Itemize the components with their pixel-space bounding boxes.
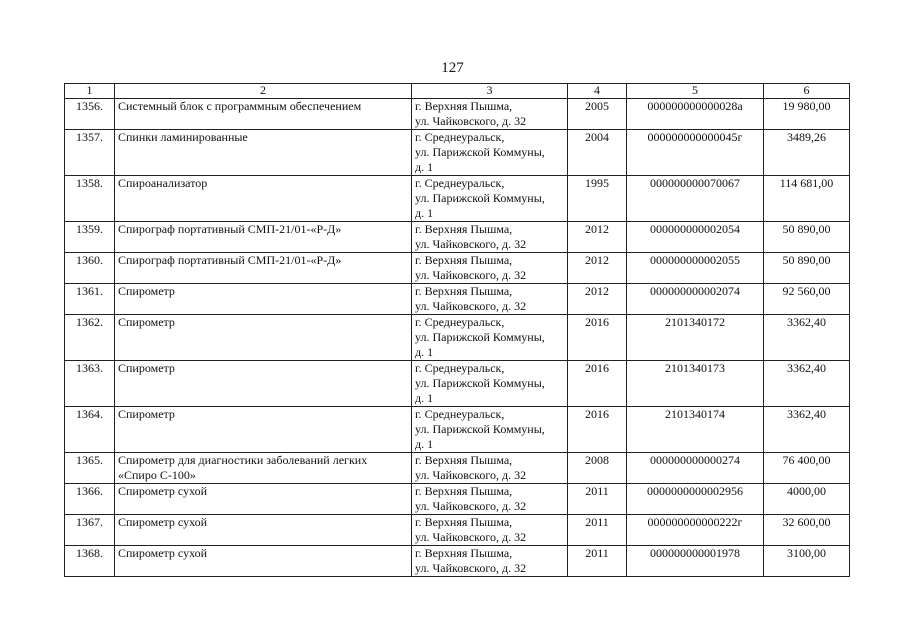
address-cell: [412, 130, 568, 176]
value-cell: 114 681,00: [764, 176, 850, 222]
address-cell: [412, 484, 568, 515]
address-cell-line: г. Верхняя Пышма,: [415, 253, 513, 267]
year-cell: 2012: [568, 253, 627, 284]
inventory-number-cell: 000000000002074: [627, 284, 764, 315]
table-row: [65, 546, 850, 577]
item-name-cell-line: Спирометр: [118, 315, 175, 329]
address-cell: [412, 222, 568, 253]
address-cell: [412, 515, 568, 546]
address-cell: [412, 315, 568, 361]
item-name-cell: [115, 546, 412, 577]
row-number-cell: 1360.: [65, 253, 115, 284]
item-name-cell: [115, 361, 412, 407]
header-row: [65, 84, 850, 99]
item-name-cell-line: Спинки ламинированные: [118, 130, 248, 144]
year-cell: 2016: [568, 407, 627, 453]
column-header-2: 2: [115, 84, 412, 99]
address-cell-line: ул. Парижской Коммуны,: [415, 330, 545, 344]
row-number-cell: 1361.: [65, 284, 115, 315]
address-cell-line: д. 1: [415, 206, 434, 220]
address-cell-line: д. 1: [415, 345, 434, 359]
address-cell-line: д. 1: [415, 391, 434, 405]
address-cell: [412, 176, 568, 222]
row-number-cell: 1357.: [65, 130, 115, 176]
column-header-1: 1: [65, 84, 115, 99]
address-cell: [412, 361, 568, 407]
column-header-3: 3: [412, 84, 568, 99]
address-cell-line: г. Среднеуральск,: [415, 315, 505, 329]
inventory-number-cell: 000000000002054: [627, 222, 764, 253]
address-cell-line: г. Верхняя Пышма,: [415, 284, 513, 298]
address-cell-line: ул. Чайковского, д. 32: [415, 499, 527, 513]
address-cell-line: ул. Парижской Коммуны,: [415, 376, 545, 390]
table-row: [65, 284, 850, 315]
table-row: [65, 99, 850, 130]
year-cell: 2004: [568, 130, 627, 176]
inventory-number-cell: 2101340173: [627, 361, 764, 407]
table-row: [65, 361, 850, 407]
address-cell-line: ул. Чайковского, д. 32: [415, 299, 527, 313]
row-number-cell: 1356.: [65, 99, 115, 130]
year-cell: 2011: [568, 484, 627, 515]
item-name-cell-line: Спирограф портативный СМП-21/01-«Р-Д»: [118, 253, 342, 267]
table-header: [65, 84, 850, 99]
inventory-table: [64, 83, 850, 577]
value-cell: 4000,00: [764, 484, 850, 515]
row-number-cell: 1359.: [65, 222, 115, 253]
item-name-cell-line: Системный блок с программным обеспечением: [118, 99, 362, 113]
address-cell-line: д. 1: [415, 160, 434, 174]
address-cell-line: г. Среднеуральск,: [415, 407, 505, 421]
table-row: [65, 130, 850, 176]
address-cell: [412, 253, 568, 284]
address-cell-line: ул. Чайковского, д. 32: [415, 237, 527, 251]
inventory-number-cell: 000000000001978: [627, 546, 764, 577]
item-name-cell-line: Спирометр сухой: [118, 515, 208, 529]
item-name-cell: [115, 515, 412, 546]
inventory-number-cell: 2101340174: [627, 407, 764, 453]
table-row: [65, 407, 850, 453]
item-name-cell: [115, 130, 412, 176]
value-cell: 50 890,00: [764, 222, 850, 253]
address-cell-line: ул. Чайковского, д. 32: [415, 561, 527, 575]
year-cell: 2011: [568, 546, 627, 577]
value-cell: 92 560,00: [764, 284, 850, 315]
table-row: [65, 484, 850, 515]
address-cell-line: д. 1: [415, 437, 434, 451]
inventory-number-cell: 0000000000002956: [627, 484, 764, 515]
page-number: 127: [441, 60, 464, 76]
address-cell-line: г. Среднеуральск,: [415, 130, 505, 144]
item-name-cell: [115, 176, 412, 222]
year-cell: 2012: [568, 284, 627, 315]
row-number-cell: 1358.: [65, 176, 115, 222]
column-header-5: 5: [627, 84, 764, 99]
address-cell-line: ул. Чайковского, д. 32: [415, 468, 527, 482]
item-name-cell: [115, 315, 412, 361]
inventory-number-cell: 000000000000028а: [627, 99, 764, 130]
item-name-cell: [115, 484, 412, 515]
column-header-6: 6: [764, 84, 850, 99]
year-cell: 2005: [568, 99, 627, 130]
address-cell-line: ул. Парижской Коммуны,: [415, 145, 545, 159]
address-cell-line: ул. Чайковского, д. 32: [415, 114, 527, 128]
value-cell: 3362,40: [764, 361, 850, 407]
value-cell: 19 980,00: [764, 99, 850, 130]
inventory-number-cell: 2101340172: [627, 315, 764, 361]
table-row: [65, 515, 850, 546]
item-name-cell: [115, 222, 412, 253]
inventory-number-cell: 000000000000045г: [627, 130, 764, 176]
year-cell: 2011: [568, 515, 627, 546]
address-cell-line: ул. Чайковского, д. 32: [415, 530, 527, 544]
row-number-cell: 1366.: [65, 484, 115, 515]
address-cell-line: г. Верхняя Пышма,: [415, 222, 513, 236]
value-cell: 32 600,00: [764, 515, 850, 546]
table-row: [65, 176, 850, 222]
row-number-cell: 1368.: [65, 546, 115, 577]
value-cell: 3100,00: [764, 546, 850, 577]
inventory-number-cell: 000000000002055: [627, 253, 764, 284]
table-body: [65, 99, 850, 577]
value-cell: 3362,40: [764, 407, 850, 453]
value-cell: 3362,40: [764, 315, 850, 361]
item-name-cell: [115, 253, 412, 284]
item-name-cell-line: Спирометр: [118, 284, 175, 298]
column-header-4: 4: [568, 84, 627, 99]
address-cell-line: г. Среднеуральск,: [415, 361, 505, 375]
item-name-cell-line: Спирометр сухой: [118, 484, 208, 498]
address-cell-line: г. Верхняя Пышма,: [415, 515, 513, 529]
address-cell-line: ул. Парижской Коммуны,: [415, 422, 545, 436]
item-name-cell-line: Спирограф портативный СМП-21/01-«Р-Д»: [118, 222, 342, 236]
item-name-cell: [115, 99, 412, 130]
year-cell: 2016: [568, 315, 627, 361]
item-name-cell-line: Спирометр сухой: [118, 546, 208, 560]
item-name-cell: [115, 453, 412, 484]
value-cell: 76 400,00: [764, 453, 850, 484]
year-cell: 2012: [568, 222, 627, 253]
address-cell: [412, 453, 568, 484]
row-number-cell: 1363.: [65, 361, 115, 407]
item-name-cell-line: Спироанализатор: [118, 176, 208, 190]
address-cell-line: г. Верхняя Пышма,: [415, 484, 513, 498]
item-name-cell-line: Спирометр для диагностики заболеваний легких: [118, 453, 368, 467]
table-row: [65, 315, 850, 361]
row-number-cell: 1367.: [65, 515, 115, 546]
table-row: [65, 222, 850, 253]
table-row: [65, 253, 850, 284]
year-cell: 1995: [568, 176, 627, 222]
address-cell-line: ул. Парижской Коммуны,: [415, 191, 545, 205]
value-cell: 50 890,00: [764, 253, 850, 284]
address-cell-line: г. Верхняя Пышма,: [415, 453, 513, 467]
item-name-cell: [115, 284, 412, 315]
inventory-number-cell: 000000000000222г: [627, 515, 764, 546]
address-cell: [412, 407, 568, 453]
inventory-number-cell: 000000000000274: [627, 453, 764, 484]
table-row: [65, 453, 850, 484]
inventory-number-cell: 000000000070067: [627, 176, 764, 222]
year-cell: 2008: [568, 453, 627, 484]
address-cell: [412, 284, 568, 315]
item-name-cell-line: «Спиро С-100»: [118, 468, 196, 482]
value-cell: 3489,26: [764, 130, 850, 176]
row-number-cell: 1364.: [65, 407, 115, 453]
address-cell-line: г. Верхняя Пышма,: [415, 99, 513, 113]
item-name-cell-line: Спирометр: [118, 361, 175, 375]
address-cell: [412, 99, 568, 130]
item-name-cell-line: Спирометр: [118, 407, 175, 421]
row-number-cell: 1362.: [65, 315, 115, 361]
address-cell-line: г. Среднеуральск,: [415, 176, 505, 190]
address-cell: [412, 546, 568, 577]
year-cell: 2016: [568, 361, 627, 407]
row-number-cell: 1365.: [65, 453, 115, 484]
item-name-cell: [115, 407, 412, 453]
address-cell-line: ул. Чайковского, д. 32: [415, 268, 527, 282]
address-cell-line: г. Верхняя Пышма,: [415, 546, 513, 560]
